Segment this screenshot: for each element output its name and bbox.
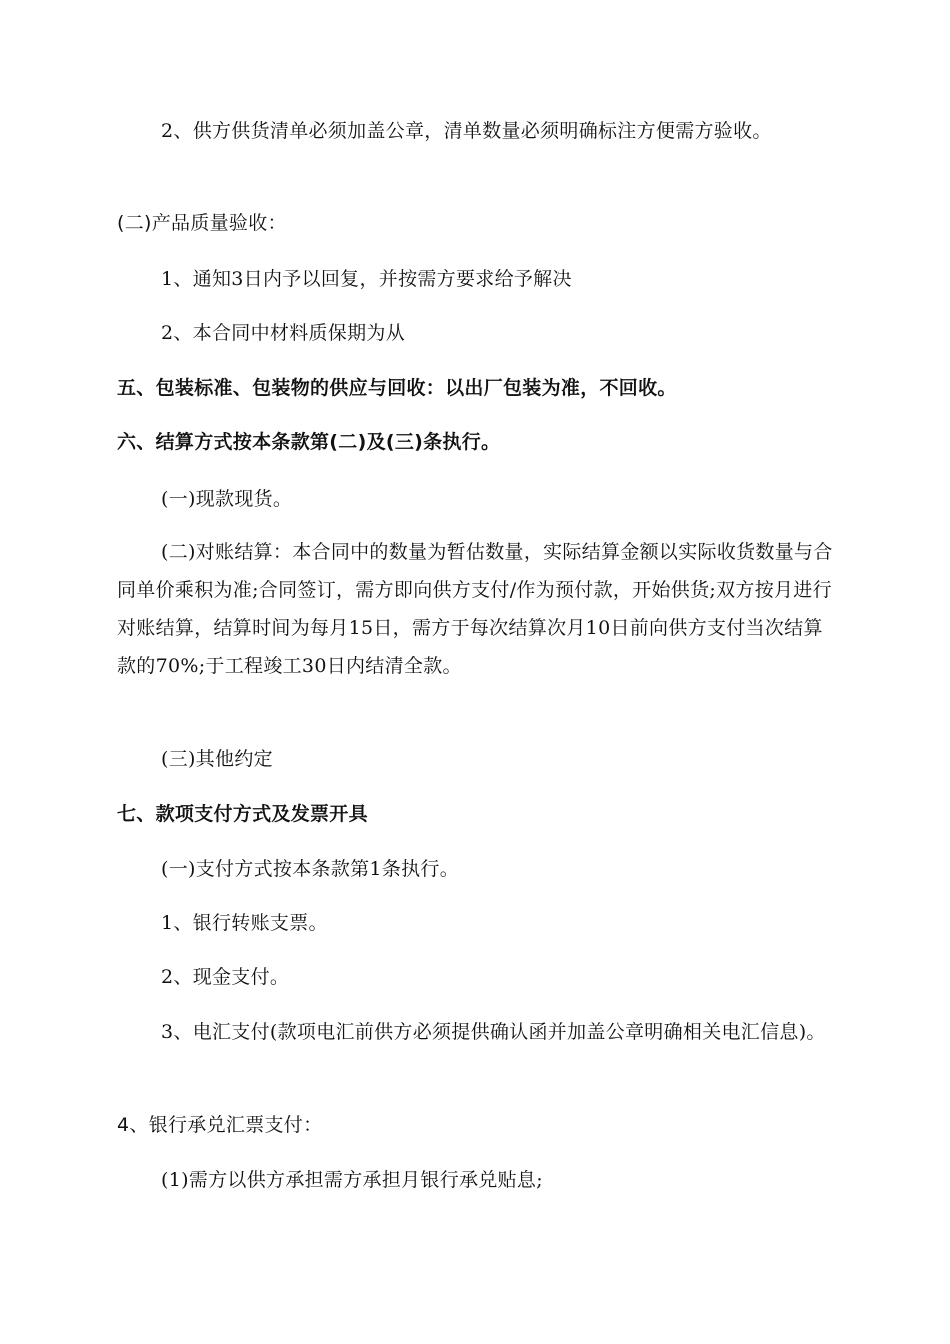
heading-packaging: 五、包装标准、包装物的供应与回收：以出厂包装为准，不回收。 — [117, 377, 677, 399]
paragraph-reconciliation: (二)对账结算：本合同中的数量为暂估数量，实际结算金额以实际收货数量与合同单价乘积为准;合同签订，需方即向供方支付/作为预付款，开始供货;双方按月进行对账结算，结算时间为每月15日，需方于每次结算次月10日前向供方支付当次结算款的70%;于工程竣工30日内结清全款。 — [117, 541, 833, 677]
heading-bank-acceptance: 4、银行承兑汇票支付： — [117, 1114, 323, 1136]
paragraph-cash-payment: 2、现金支付。 — [161, 966, 290, 988]
heading-payment-invoice: 七、款项支付方式及发票开具 — [117, 803, 368, 825]
heading-quality-acceptance: (二)产品质量验收： — [117, 212, 287, 234]
paragraph-cash-on-delivery: (一)现款现货。 — [161, 488, 293, 510]
heading-settlement: 六、结算方式按本条款第(二)及(三)条执行。 — [117, 431, 501, 453]
paragraph-other-terms: (三)其他约定 — [161, 748, 273, 770]
paragraph-notify-reply: 1、通知3日内予以回复，并按需方要求给予解决 — [161, 268, 572, 290]
paragraph-supply-list: 2、供方供货清单必须加盖公章，清单数量必须明确标注方便需方验收。 — [161, 120, 772, 142]
paragraph-bank-transfer: 1、银行转账支票。 — [161, 912, 328, 934]
paragraph-payment-method: (一)支付方式按本条款第1条执行。 — [161, 858, 460, 880]
paragraph-wire-transfer: 3、电汇支付(款项电汇前供方必须提供确认函并加盖公章明确相关电汇信息)。 — [161, 1021, 826, 1043]
paragraph-discount-interest: (1)需方以供方承担需方承担月银行承兑贴息; — [161, 1169, 543, 1191]
paragraph-warranty: 2、本合同中材料质保期为从 — [161, 322, 405, 344]
